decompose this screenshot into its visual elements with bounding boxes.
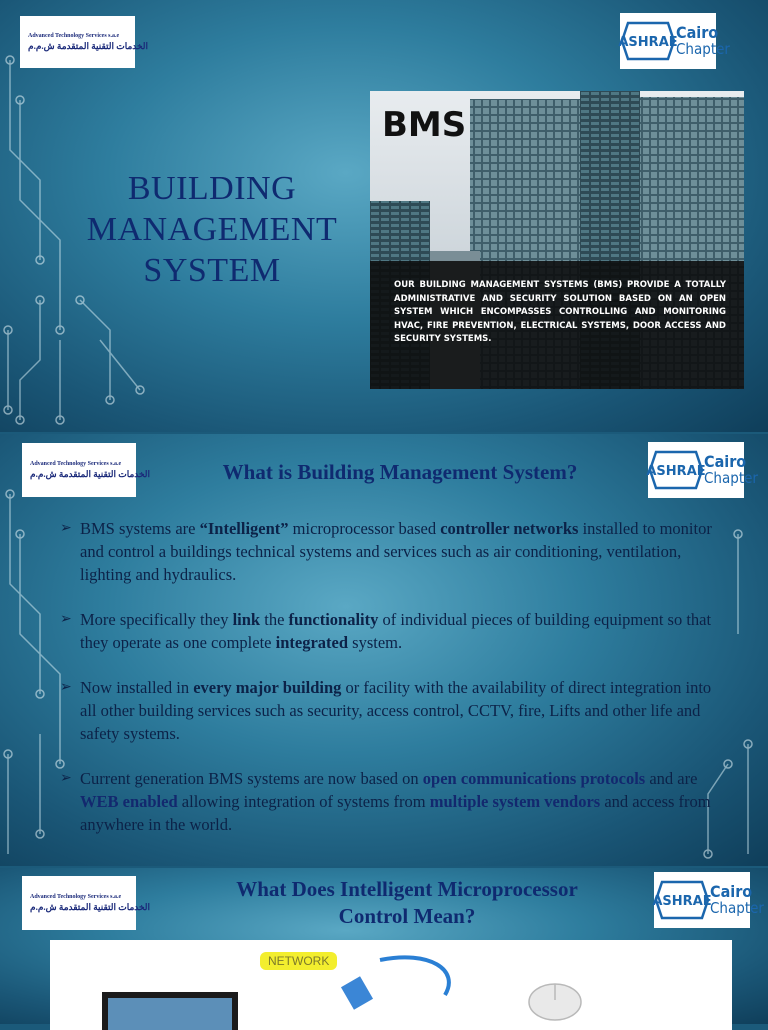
- bullet-text: microprocessor based: [288, 519, 441, 538]
- ashrae-cairo-logo: [618, 13, 730, 69]
- ats-arabic-name: الخدمات التقنية المتقدمة ش.م.م: [30, 901, 151, 912]
- bullet-bold-text: multiple system vendors: [429, 792, 601, 811]
- ashrae-hexagon-icon: [646, 448, 706, 492]
- bullet-item: [60, 517, 720, 586]
- arrow-bullet-icon: ➢: [60, 612, 72, 627]
- diagram-illustration: [50, 940, 732, 1030]
- slide-2: [0, 434, 768, 866]
- bullet-text: More specifically they: [80, 610, 233, 629]
- ashrae-cairo-text: Cairo: [710, 882, 753, 901]
- ashrae-hexagon-icon: [652, 878, 712, 922]
- heading-line: Control Mean?: [338, 904, 476, 928]
- ethernet-cable-icon: [341, 957, 449, 1009]
- bullet-text: the: [260, 610, 289, 629]
- bullet-text: of individual pieces of building equipment so that they operate as one complete: [80, 610, 712, 652]
- ashrae-chapter-text: Chapter: [704, 469, 758, 487]
- slide-3: [0, 868, 768, 1024]
- bullet-bold-text: controller networks: [440, 519, 579, 538]
- arrow-bullet-icon: ➢: [60, 771, 72, 786]
- bullet-text: system.: [348, 633, 403, 652]
- ashrae-chapter-text: Chapter: [676, 40, 730, 58]
- network-label: NETWORK: [260, 952, 337, 970]
- bullet-bold-text: “Intelligent”: [199, 519, 289, 538]
- bullet-item: [60, 608, 720, 654]
- bullet-bold-text: open communications protocols: [422, 769, 646, 788]
- title-line: SYSTEM: [143, 252, 281, 289]
- bullet-bold-text: functionality: [288, 610, 379, 629]
- ashrae-chapter-text: Chapter: [710, 899, 764, 917]
- bullet-text: and are: [645, 769, 698, 788]
- bullet-bold-text: WEB enabled: [80, 792, 178, 811]
- ashrae-cairo-text: Cairo: [676, 23, 719, 42]
- bullet-text: Current generation BMS systems are now based on: [80, 769, 423, 788]
- bms-building-image: [370, 91, 744, 389]
- bullet-item: [60, 767, 720, 836]
- bullet-text: and access from anywhere in the world.: [80, 792, 711, 834]
- bms-image-caption: OUR BUILDING MANAGEMENT SYSTEMS (BMS) PROVIDE A TOTALLY ADMINISTRATIVE AND SECURITY SOLUTION BASED ON AN OPEN SYSTEM WHICH ENCOMPASSES CONTROLLING AND MONITORING HVAC, FIRE PREVENTION, ELECTRICAL SYSTEMS, DOOR ACCESS AND SECURITY SYSTEMS.: [394, 280, 726, 344]
- bullet-list: [60, 517, 720, 858]
- ashrae-cairo-logo: [646, 442, 758, 498]
- ats-english-name: Advanced Technology Services s.a.e: [30, 460, 122, 467]
- ats-logo: [22, 876, 151, 930]
- title-line: MANAGEMENT: [86, 211, 338, 248]
- slide-1: [0, 0, 768, 432]
- bullet-bold-text: every major building: [193, 678, 342, 697]
- ashrae-cairo-logo: [652, 872, 764, 928]
- bullet-item: [60, 676, 720, 745]
- ats-logo: [22, 443, 151, 497]
- title-line: BUILDING: [127, 170, 297, 207]
- svg-text:ASHRAE: ASHRAE: [652, 894, 712, 909]
- bullet-text: BMS systems are: [80, 519, 200, 538]
- bullet-bold-text: link: [232, 610, 261, 629]
- control-network-diagram: [50, 940, 732, 1030]
- ashrae-cairo-text: Cairo: [704, 452, 747, 471]
- bullet-text: installed to monitor and control a buildings technical systems and services such as air conditioning, ventilation, lighting and hydraulics.: [80, 519, 712, 584]
- arrow-bullet-icon: ➢: [60, 680, 72, 695]
- bullet-bold-text: integrated: [275, 633, 349, 652]
- heading-line: What Does Intelligent Microprocessor: [236, 877, 578, 901]
- ats-english-name: Advanced Technology Services s.a.e: [30, 893, 122, 900]
- ats-logo: [20, 16, 149, 68]
- ashrae-hexagon-icon: [618, 19, 678, 63]
- bms-image-label: BMS: [382, 105, 467, 145]
- monitor-screen: [108, 998, 232, 1030]
- ats-arabic-name: الخدمات التقنية المتقدمة ش.م.م: [28, 40, 149, 51]
- slide-1-title: [62, 168, 362, 291]
- bullet-text: Now installed in: [80, 678, 194, 697]
- slide-2-heading: What is Building Management System?: [222, 460, 578, 484]
- svg-text:ASHRAE: ASHRAE: [618, 35, 678, 50]
- ats-english-name: Advanced Technology Services s.a.e: [28, 32, 120, 39]
- bullet-text: or facility with the availability of direct integration into all other building services such as security, access control, CCTV, fire, Lifts and other life and safety systems.: [80, 678, 712, 743]
- svg-text:ASHRAE: ASHRAE: [646, 464, 706, 479]
- bullet-text: allowing integration of systems from: [177, 792, 430, 811]
- mouse-icon: [529, 984, 581, 1020]
- ats-arabic-name: الخدمات التقنية المتقدمة ش.م.م: [30, 468, 151, 479]
- arrow-bullet-icon: ➢: [60, 521, 72, 536]
- slide-3-heading: [170, 876, 644, 930]
